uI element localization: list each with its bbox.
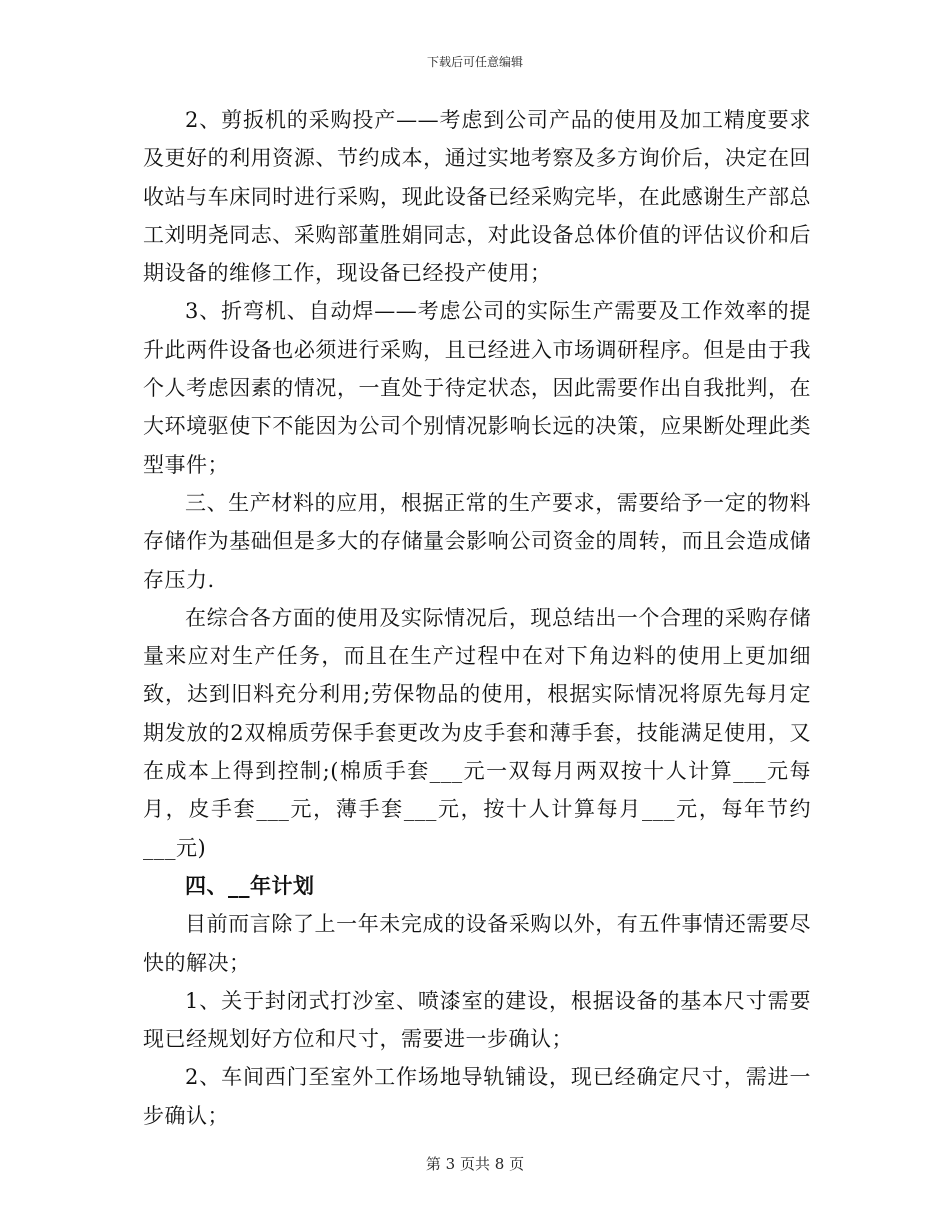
page-header-note: 下载后可任意编辑 bbox=[426, 55, 523, 69]
document-body bbox=[143, 101, 811, 1135]
paragraph-storage-summary: 在综合各方面的使用及实际情况后，现总结出一个合理的采购存储量来应对生产任务，而且在生产过程中在对下角边料的使用上更加细致，达到旧料充分利用;劳保物品的使用，根据实际情况将原先每月定期发放的2双棉质劳保手套更改为皮手套和薄手套，技能满足使用，又在成本上得到控制;(棉质手套___元一双每月两双按十人计算___元每月，皮手套___元，薄手套___元，按十人计算每月___元，每年节约___元) bbox=[143, 605, 811, 860]
section-heading-plan: 四、__年计划 bbox=[185, 872, 315, 898]
paragraph-material-usage: 三、生产材料的应用，根据正常的生产要求，需要给予一定的物料存储作为基础但是多大的存储量会影响公司资金的周转，而且会造成储存压力. bbox=[143, 490, 811, 592]
paragraph-shear-machine: 2、剪扳机的采购投产——考虑到公司产品的使用及加工精度要求及更好的利用资源、节约成本，通过实地考察及多方询价后，决定在回收站与车床同时进行采购，现此设备已经采购完毕，在此感谢生产部总工刘明尧同志、采购部董胜娟同志，对此设备总体价值的评估议价和后期设备的维修工作，现设备已经投产使用； bbox=[143, 108, 811, 286]
paragraph-plan-item-1: 1、关于封闭式打沙室、喷漆室的建设，根据设备的基本尺寸需要现已经规划好方位和尺寸，需要进一步确认； bbox=[143, 988, 811, 1052]
paragraph-plan-item-2: 2、车间西门至室外工作场地导轨铺设，现已经确定尺寸，需进一步确认； bbox=[143, 1065, 811, 1128]
page-number: 第 3 页共 8 页 bbox=[425, 1155, 525, 1173]
paragraph-bending-welding: 3、折弯机、自动焊——考虑公司的实际生产需要及工作效率的提升此两件设备也必须进行采购，且已经进入市场调研程序。但是由于我个人考虑因素的情况，一直处于待定状态，因此需要作出自我批判，在大环境驱使下不能因为公司个别情况影响长远的决策，应果断处理此类型事件； bbox=[143, 299, 811, 477]
paragraph-plan-intro: 目前而言除了上一年未完成的设备采购以外，有五件事情还需要尽快的解决； bbox=[143, 912, 811, 975]
